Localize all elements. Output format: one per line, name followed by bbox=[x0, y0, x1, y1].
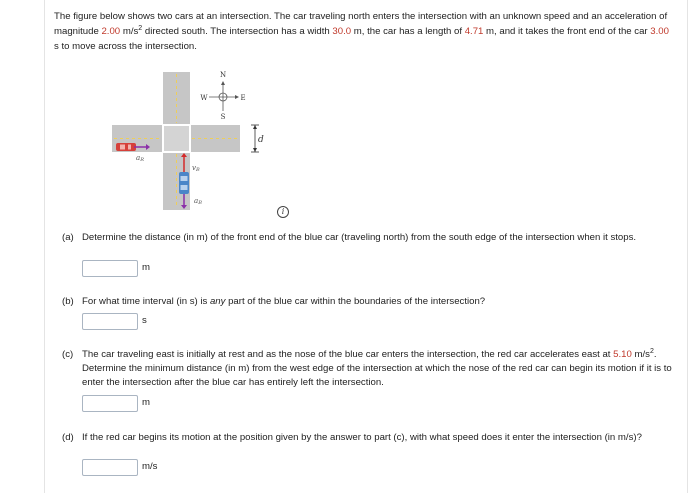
question-b-text-after: part of the blue car within the boundaries of the intersection? bbox=[225, 296, 486, 307]
compass bbox=[200, 71, 245, 121]
question-a bbox=[62, 231, 637, 245]
accel-value: 2.00 bbox=[101, 26, 121, 37]
answer-b-unit: s bbox=[142, 315, 147, 326]
question-c-text-1: The car traveling east is initially at rest and as the nose of the blue car enters the intersection, the red car accelerates east at bbox=[82, 349, 614, 360]
intro-text-3: directed south. The intersection has a width bbox=[142, 26, 333, 37]
intro-text-1: The figure below shows two cars at an intersection. The car traveling north enters the intersection with an unknown speed and an acceleration of magnitude bbox=[54, 11, 668, 37]
question-c-text bbox=[82, 348, 672, 390]
answer-c-input[interactable] bbox=[82, 395, 138, 412]
compass-e: E bbox=[240, 94, 246, 102]
intro-text-6: s to move across the intersection. bbox=[54, 41, 197, 52]
question-a-label: (a) bbox=[62, 232, 74, 243]
answer-a-unit: m bbox=[142, 262, 150, 273]
width-value: 30.0 bbox=[332, 26, 352, 37]
question-b-text bbox=[82, 295, 672, 309]
question-d-label: (d) bbox=[62, 432, 74, 443]
d-label: d bbox=[258, 135, 264, 145]
east-road bbox=[190, 125, 240, 152]
question-c-text-3: . Determine the minimum distance (in m) from the west edge of the intersection at which the nose of the red car can begin its motion if it is to enter the intersection after the blue car has entirely left the intersection. bbox=[82, 349, 672, 388]
question-a-text: Determine the distance (in m) of the front end of the blue car (traveling north) from the south edge of the intersection when it stops. bbox=[82, 232, 637, 243]
problem-statement bbox=[54, 9, 674, 54]
question-b-text-before: For what time interval (in s) is bbox=[82, 296, 210, 307]
question-c-accel-value: 5.10 bbox=[613, 349, 632, 360]
intro-sup: 2 bbox=[138, 24, 143, 32]
question-b-label: (b) bbox=[62, 296, 74, 307]
answer-d-unit: m/s bbox=[142, 461, 158, 472]
time-value: 3.00 bbox=[650, 26, 669, 37]
question-b-emphasis: any bbox=[209, 296, 226, 307]
intro-text-4: m, the car has a length of bbox=[351, 26, 465, 37]
question-c bbox=[62, 347, 672, 388]
question-d-text: If the red car begins its motion at the position given by the answer to part (c), with what speed does it enter the intersection (in m/s)? bbox=[82, 432, 642, 443]
aB-label: aB bbox=[194, 197, 202, 206]
question-b bbox=[62, 295, 486, 309]
intersection bbox=[163, 125, 190, 152]
compass-w: W bbox=[200, 94, 208, 102]
compass-n: N bbox=[219, 71, 227, 79]
compass-s: S bbox=[220, 113, 226, 121]
question-d bbox=[62, 431, 642, 445]
info-icon[interactable]: i bbox=[277, 206, 289, 218]
answer-b-input[interactable] bbox=[82, 313, 138, 330]
intersection-figure bbox=[108, 64, 278, 214]
d-dimension bbox=[251, 125, 264, 152]
intro-text-5: m, and it takes the front end of the car bbox=[483, 26, 651, 37]
question-c-label: (c) bbox=[62, 349, 74, 360]
question-c-sup: 2 bbox=[649, 347, 654, 355]
question-c-text-2: m/s bbox=[631, 349, 650, 360]
intro-text-2: m/s bbox=[120, 26, 139, 37]
answer-d-input[interactable] bbox=[82, 459, 138, 476]
answer-c-unit: m bbox=[142, 397, 150, 408]
answer-a-input[interactable] bbox=[82, 260, 138, 277]
length-value: 4.71 bbox=[464, 26, 484, 37]
vB-label: vB bbox=[192, 164, 200, 173]
aR-label: aR bbox=[136, 154, 144, 163]
